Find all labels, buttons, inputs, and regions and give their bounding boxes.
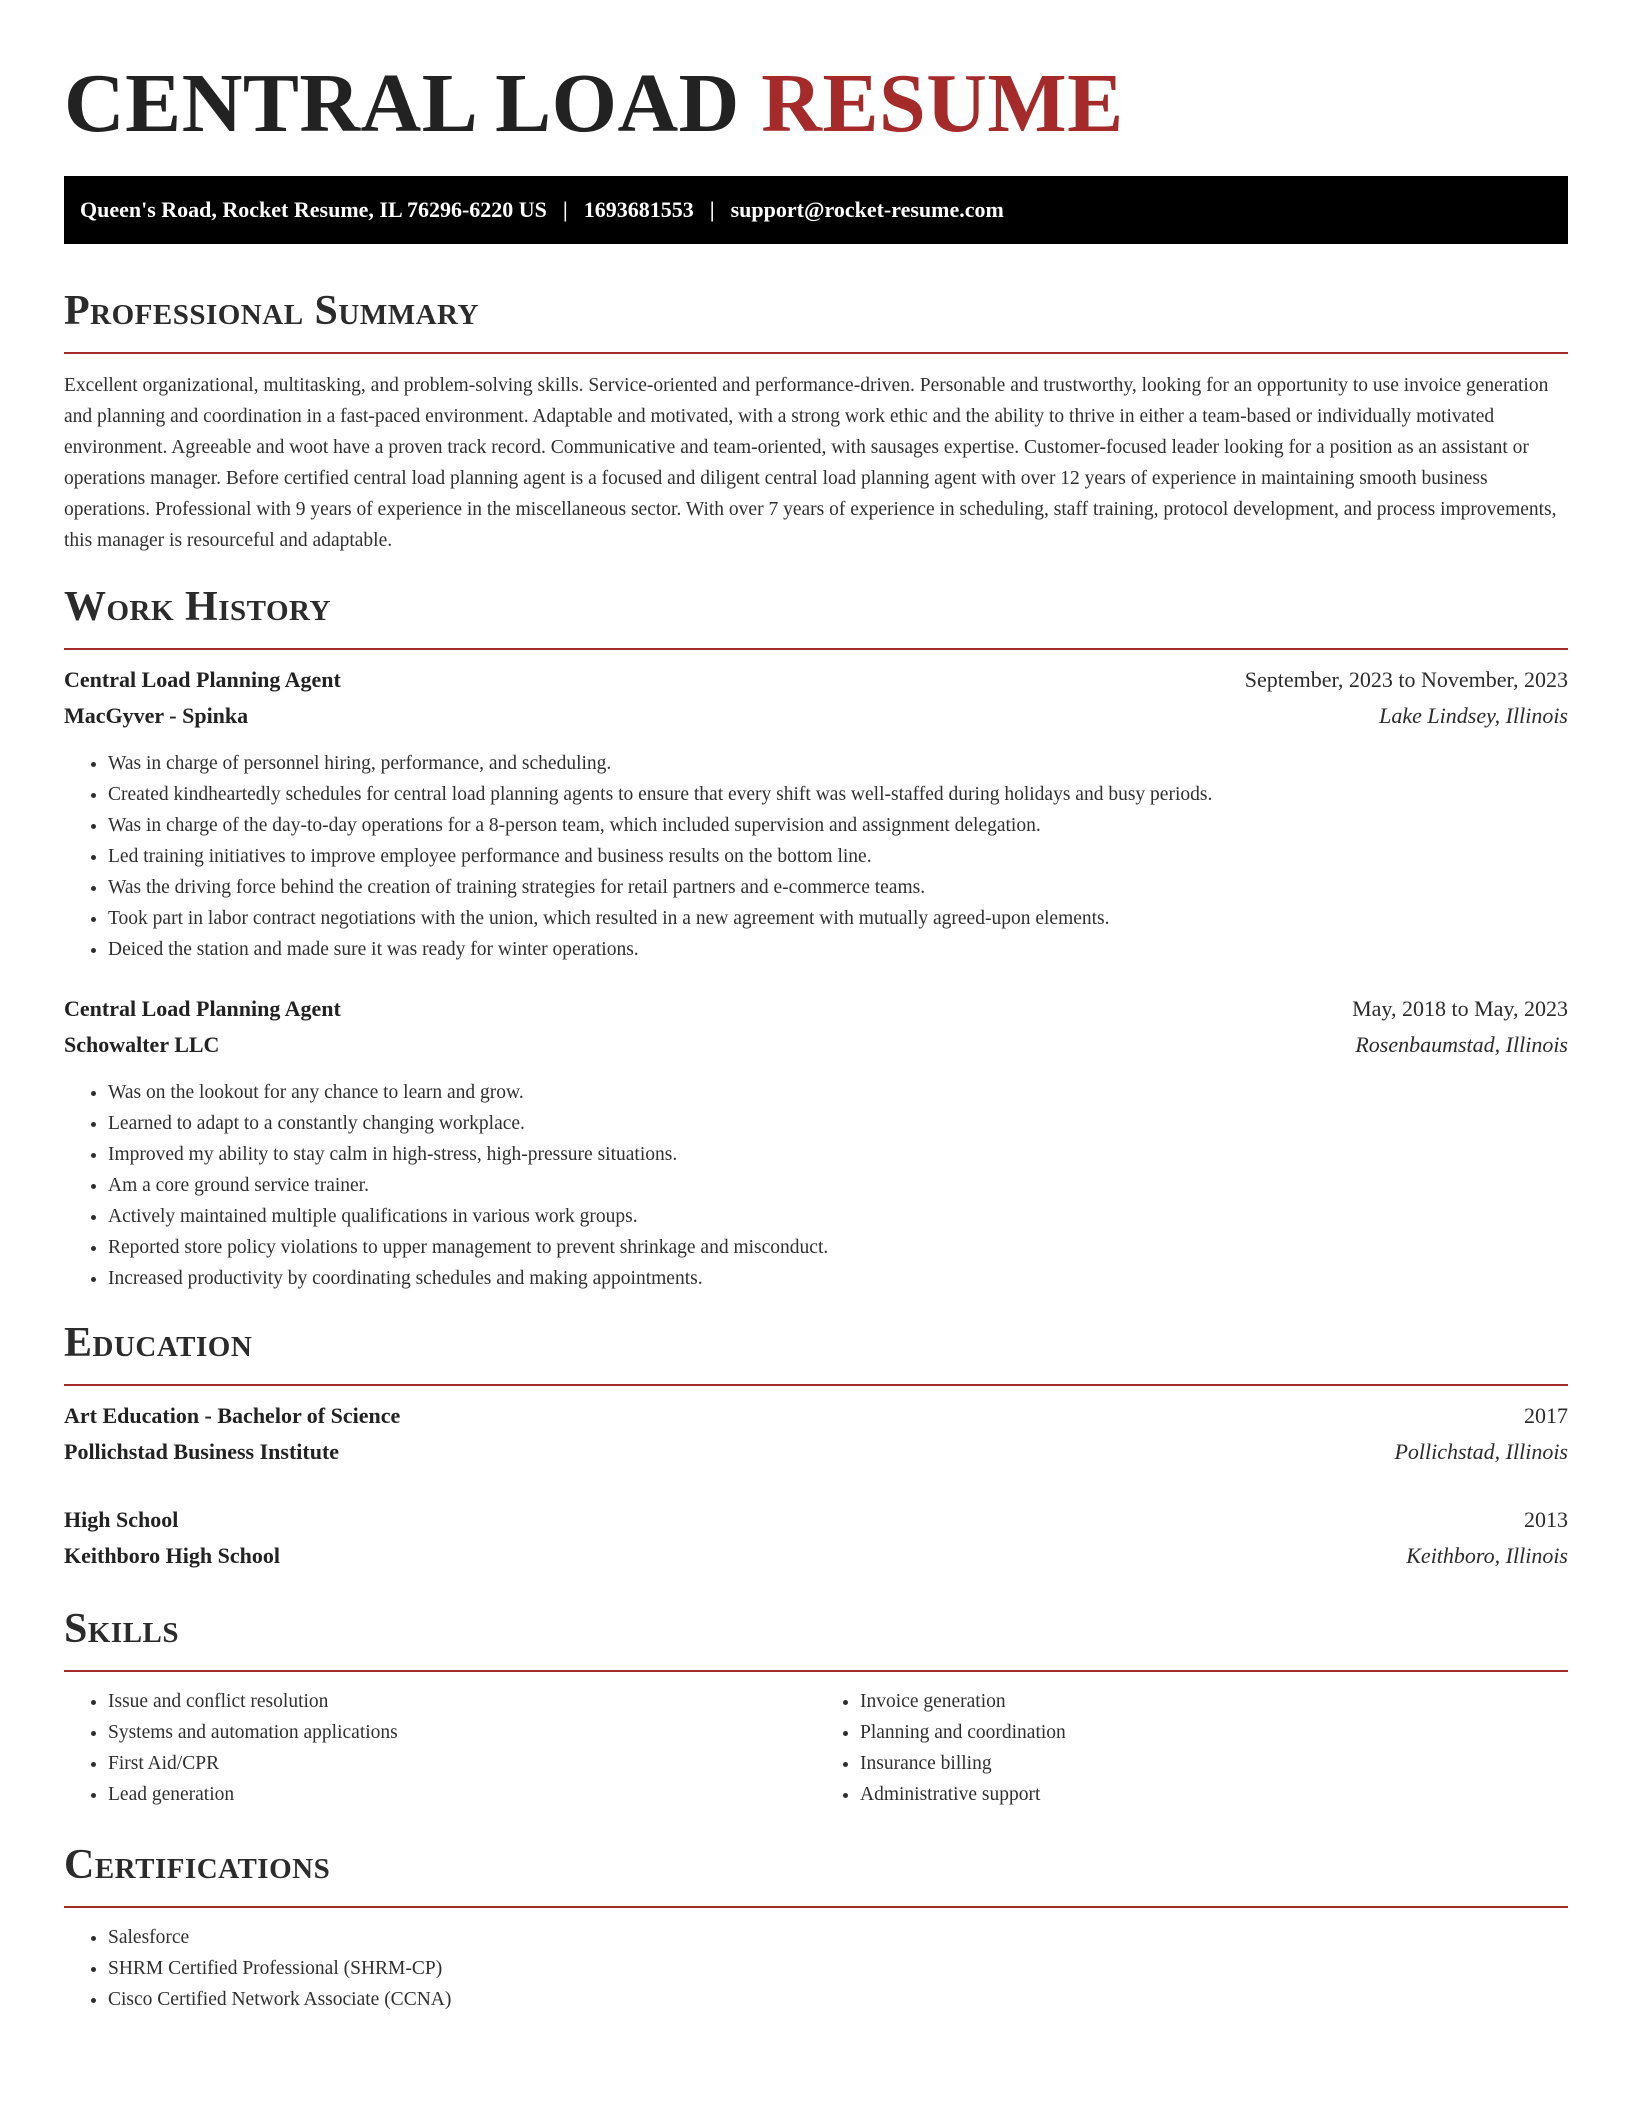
section-divider [64,1906,1568,1908]
job-location: Lake Lindsey, Illinois [1379,703,1568,728]
certification-item: • Salesforce [108,1922,1568,1953]
education-entry [64,1502,1568,1574]
job-bullet: • Actively maintained multiple qualifications in various work groups. [108,1201,1568,1232]
job-bullet: • Deiced the station and made sure it was ready for winter operations. [108,934,1568,965]
skills-list-left [64,1686,816,1810]
summary-text: Excellent organizational, multitasking, and problem-solving skills. Service-oriented and performance-driven. Personable and trustworthy, looking for an opportunity to use invoice generation and planning and coordination in a fast-paced environment. Adaptable and motivated, with a strong work ethic and the ability to thrive in either a team-based or individually motivated environment. Agreeable and woot have a proven track record. Communicative and team-oriented, with sausages expertise. Customer-focused leader looking for a position as an assistant or operations manager. Before certified central load planning agent is a focused and diligent central load planning agent with over 12 years of experience in maintaining smooth business operations. Professional with 9 years of experience in the miscellaneous sector. With over 7 years of experience in scheduling, staff training, protocol development, and process improvements, this manager is resourceful and adaptable. [64,375,1557,551]
section-title-work-history: Work History [64,584,331,630]
contact-separator: | [709,197,715,222]
education-location: Keithboro, Illinois [1406,1543,1568,1568]
job-bullet: • Reported store policy violations to upper management to prevent shrinkage and misconduct. [108,1232,1568,1263]
skill-item: • Invoice generation [860,1686,1568,1717]
education-header-row [64,1502,1568,1538]
job-bullet: • Was the driving force behind the creation of training strategies for retail partners and e-commerce teams. [108,872,1568,903]
spacer [64,965,1568,991]
job-bullet: • Took part in labor contract negotiations with the union, which resulted in a new agreement with mutually agreed-upon elements. [108,903,1568,934]
job-position: Central Load Planning Agent [64,667,341,692]
skill-item: • Issue and conflict resolution [108,1686,816,1717]
job-bullet: • Am a core ground service trainer. [108,1170,1568,1201]
job-bullet: • Increased productivity by coordinating schedules and making appointments. [108,1263,1568,1294]
job-bullet: • Learned to adapt to a constantly changing workplace. [108,1108,1568,1139]
job-company-row [64,698,1568,734]
education-section [64,1318,1568,1574]
education-school: Keithboro High School [64,1543,280,1568]
section-title-certifications: Certifications [64,1842,331,1888]
job-header-row [64,662,1568,698]
job-bullet: • Led training initiatives to improve employee performance and business results on the bottom line. [108,841,1568,872]
education-year: 2013 [1524,1507,1568,1532]
job-company: MacGyver - Spinka [64,703,249,728]
education-degree: Art Education - Bachelor of Science [64,1403,401,1428]
section-divider [64,1384,1568,1386]
contact-separator: | [562,197,568,222]
spacer [64,1470,1568,1502]
title-accent: RESUME [761,57,1124,150]
education-entry [64,1398,1568,1470]
skills-grid [64,1686,1568,1810]
job-position: Central Load Planning Agent [64,996,341,1021]
education-year: 2017 [1524,1403,1568,1428]
education-school-row [64,1538,1568,1574]
section-divider [64,648,1568,650]
certifications-list [64,1922,1568,2015]
job-bullets [64,1077,1568,1294]
skill-item: • Planning and coordination [860,1717,1568,1748]
skill-item: • Systems and automation applications [108,1717,816,1748]
job-dates: September, 2023 to November, 2023 [1244,667,1568,692]
job-bullet: • Was in charge of personnel hiring, performance, and scheduling. [108,748,1568,779]
section-title-education: Education [64,1320,253,1366]
contact-address: Queen's Road, Rocket Resume, IL 76296-6220 US [80,197,547,222]
job-company: Schowalter LLC [64,1032,220,1057]
education-degree: High School [64,1507,179,1532]
job-entry [64,662,1568,965]
education-school: Pollichstad Business Institute [64,1439,340,1464]
job-company-row [64,1027,1568,1063]
resume-title [64,54,1568,154]
certifications-section [64,1840,1568,2015]
section-title-summary: Professional Summary [64,288,479,334]
skills-list-right [816,1686,1568,1810]
job-dates: May, 2018 to May, 2023 [1352,996,1568,1021]
section-divider [64,352,1568,354]
skill-item: • Lead generation [108,1779,816,1810]
contact-bar [64,176,1568,244]
education-location: Pollichstad, Illinois [1394,1439,1568,1464]
title-main: CENTRAL LOAD [64,57,740,150]
skill-item: • Administrative support [860,1779,1568,1810]
job-entry [64,991,1568,1294]
skills-section [64,1604,1568,1810]
work-history-section [64,582,1568,1294]
job-bullet: • Improved my ability to stay calm in high-stress, high-pressure situations. [108,1139,1568,1170]
contact-email[interactable]: support@rocket-resume.com [730,197,1004,222]
education-header-row [64,1398,1568,1434]
job-bullets [64,748,1568,965]
certification-item: • Cisco Certified Network Associate (CCNA) [108,1984,1568,2015]
section-divider [64,1670,1568,1672]
job-bullet: • Was on the lookout for any chance to learn and grow. [108,1077,1568,1108]
skill-item: • Insurance billing [860,1748,1568,1779]
certification-item: • SHRM Certified Professional (SHRM-CP) [108,1953,1568,1984]
job-location: Rosenbaumstad, Illinois [1355,1032,1568,1057]
summary-section [64,286,1568,556]
job-bullet: • Was in charge of the day-to-day operations for a 8-person team, which included supervision and assignment delegation. [108,810,1568,841]
job-bullet: • Created kindheartedly schedules for central load planning agents to ensure that every shift was well-staffed during holidays and busy periods. [108,779,1568,810]
section-title-skills: Skills [64,1606,180,1652]
education-school-row [64,1434,1568,1470]
contact-phone: 1693681553 [583,197,694,222]
job-header-row [64,991,1568,1027]
skill-item: • First Aid/CPR [108,1748,816,1779]
